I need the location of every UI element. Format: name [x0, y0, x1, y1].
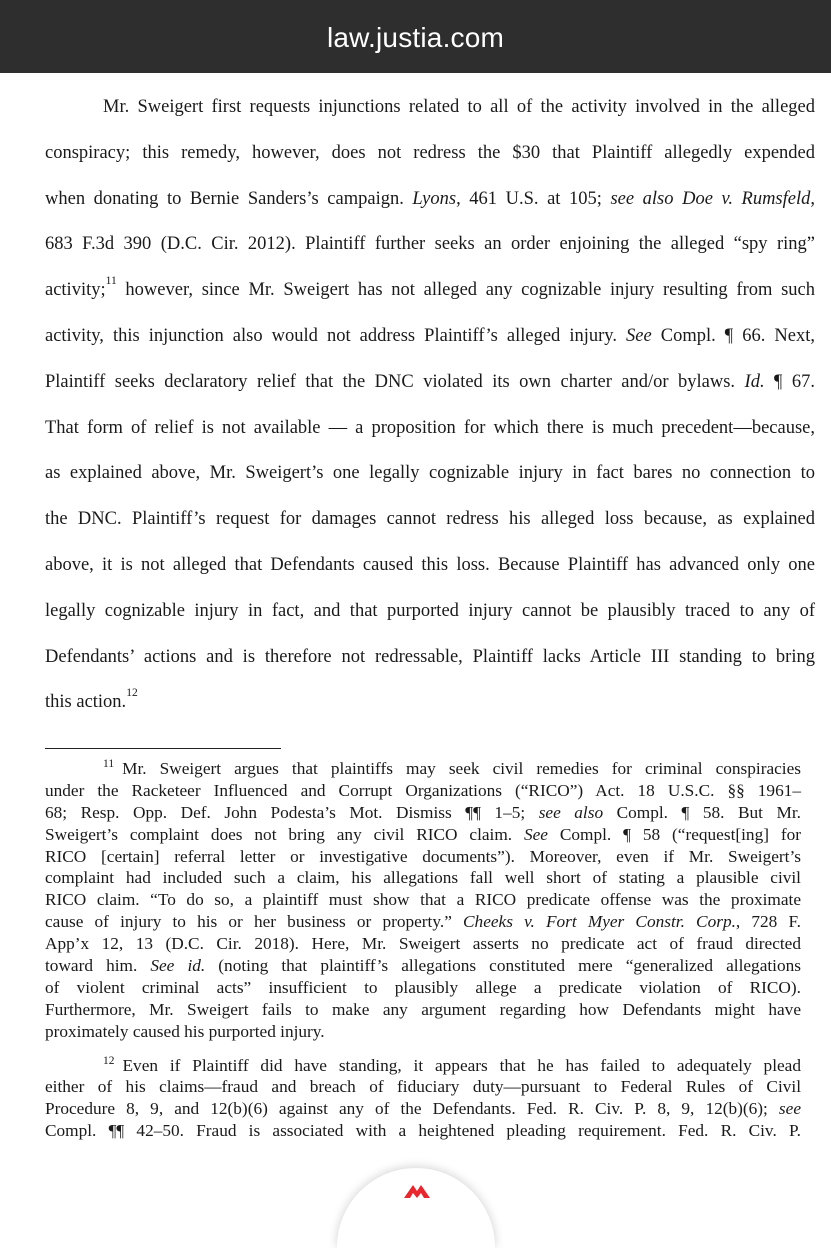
footnote-line — [45, 1120, 801, 1142]
text-run: , — [810, 188, 815, 209]
footnote-reference[interactable]: 11 — [105, 275, 117, 288]
footnote-line — [45, 1098, 801, 1120]
text-run: activity; — [45, 280, 106, 301]
text-run: cause of injury to his or her business or property.” — [45, 912, 464, 932]
text-line — [45, 451, 815, 497]
text-run: toward him. — [45, 956, 151, 976]
text-run: above, it is not alleged that Defendants caused this loss. Because Plaintiff has advanced only one — [45, 554, 815, 575]
justia-chevron-icon — [404, 1182, 430, 1198]
footnote-line — [45, 1076, 801, 1098]
footnote-line — [45, 977, 801, 999]
text-run: Compl. ¶ 58. But Mr. — [603, 802, 801, 822]
text-run: Defendants’ actions and is therefore not redressable, Plaintiff lacks Article III standing to bring — [45, 646, 815, 667]
italic-citation: Cheeks v. Fort Myer Constr. Corp. — [463, 912, 736, 932]
text-run: , 461 U.S. at 105; — [456, 188, 611, 209]
text-run: RICO claim. “To do so, a plaintiff must show that a RICO predicate offense was the proximate — [45, 890, 801, 910]
italic-citation: See — [626, 325, 652, 346]
footnote-number: 12 — [103, 1054, 115, 1067]
text-run: Furthermore, Mr. Sweigert fails to make any argument regarding how Defendants might have — [45, 999, 801, 1019]
text-run: Compl. ¶ 66. Next, — [651, 325, 815, 346]
text-run: RICO [certain] referral letter or investigative documents”). Moreover, even if Mr. Sweigert’s — [45, 846, 801, 866]
text-run: as explained above, Mr. Sweigert’s one legally cognizable injury in fact bares no connection to — [45, 463, 815, 484]
text-line — [45, 543, 815, 589]
footnote-line — [45, 802, 801, 824]
text-line — [45, 497, 815, 543]
footnote-line — [45, 933, 801, 955]
text-run: legally cognizable injury in fact, and that purported injury cannot be plausibly traced to any of — [45, 600, 815, 621]
footnote-number: 11 — [103, 758, 115, 770]
text-line — [45, 360, 815, 406]
footnote-line — [45, 955, 801, 977]
justia-badge[interactable] — [337, 1168, 495, 1248]
text-run: 683 F.3d 390 (D.C. Cir. 2012). Plaintiff further seeks an order enjoining the alleged “spy ring” — [45, 234, 815, 255]
text-run: Compl. ¶ 58 (“request[ing] for — [547, 824, 802, 844]
text-run: 68; Resp. Opp. Def. John Podesta’s Mot. Dismiss ¶¶ 1–5; — [45, 802, 539, 822]
text-line — [45, 406, 815, 452]
footnote-line — [45, 824, 801, 846]
italic-citation: See id. — [150, 956, 206, 976]
opinion-paragraph — [45, 85, 815, 726]
text-run: (noting that plaintiff’s allegations constituted mere “generalized allegations — [205, 956, 801, 976]
text-line — [45, 131, 815, 177]
text-line — [45, 177, 815, 223]
footnote-line — [45, 911, 801, 933]
footnote-line — [45, 867, 801, 889]
footnote-line — [45, 1021, 801, 1043]
text-run: complaint had included such a claim, his allegations fall well short of stating a plausible civil — [45, 868, 801, 888]
text-run: under the Racketeer Influenced and Corrupt Organizations (“RICO”) Act. 18 U.S.C. §§ 1961– — [45, 780, 801, 800]
footnote-line — [45, 889, 801, 911]
text-line — [45, 222, 815, 268]
italic-citation: see also — [538, 802, 604, 822]
italic-citation: see — [778, 1099, 801, 1119]
text-run: proximately caused his purported injury. — [45, 1021, 325, 1041]
italic-citation: Id. — [744, 371, 765, 392]
footnote-11 — [45, 758, 801, 1043]
italic-citation: Lyons — [412, 188, 457, 209]
text-line — [45, 314, 815, 360]
footnote-divider — [45, 748, 281, 749]
text-run: Sweigert’s complaint does not bring any civil RICO claim. — [45, 824, 524, 844]
text-run: , 728 F. — [735, 912, 801, 932]
text-run: this action. — [45, 692, 127, 713]
text-run: Mr. Sweigert argues that plaintiffs may seek civil remedies for criminal conspiracies — [122, 759, 801, 778]
text-run: That form of relief is not available — a proposition for which there is much precedent—because, — [45, 417, 815, 438]
text-run: Compl. ¶¶ 42–50. Fraud is associated with a heightened pleading requirement. Fed. R. Civ. P. — [45, 1121, 801, 1141]
text-run: Plaintiff seeks declaratory relief that the DNC violated its own charter and/or bylaws. — [45, 371, 745, 392]
text-run: ¶ 67. — [764, 371, 816, 392]
footnote-line — [45, 780, 801, 802]
text-run: Mr. Sweigert first requests injunctions related to all of the activity involved in the alleged — [103, 97, 815, 117]
footnote-line — [45, 1055, 801, 1077]
text-run: however, since Mr. Sweigert has not alleged any cognizable injury resulting from such — [116, 280, 815, 301]
footnote-line — [45, 846, 801, 868]
footnote-line — [45, 758, 801, 780]
footnote-line — [45, 999, 801, 1021]
text-run: of violent criminal acts” insufficient to plausibly allege a predicate violation of RICO). — [45, 977, 801, 997]
site-url[interactable]: law.justia.com — [326, 22, 505, 53]
text-run: activity, this injunction also would not address Plaintiff’s alleged injury. — [45, 325, 627, 346]
text-line — [45, 268, 815, 314]
footnotes — [45, 758, 801, 1142]
text-run: the DNC. Plaintiff’s request for damages cannot redress his alleged loss because, as explained — [45, 509, 815, 530]
text-run: when donating to Bernie Sanders’s campaign. — [45, 188, 413, 209]
text-run: App’x 12, 13 (D.C. Cir. 2018). Here, Mr. Sweigert asserts no predicate act of fraud directed — [45, 934, 801, 954]
italic-citation: See — [524, 824, 548, 844]
text-line — [45, 85, 815, 131]
text-line — [45, 589, 815, 635]
text-run: conspiracy; this remedy, however, does not redress the $30 that Plaintiff allegedly expended — [45, 142, 815, 163]
text-run: either of his claims—fraud and breach of fiduciary duty—pursuant to Federal Rules of Civil — [45, 1077, 801, 1097]
text-run: Even if Plaintiff did have standing, it appears that he has failed to adequately plead — [122, 1055, 801, 1075]
footnote-reference[interactable]: 12 — [126, 687, 138, 700]
italic-citation: see also Doe v. Rumsfeld — [610, 188, 811, 209]
browser-header — [0, 0, 831, 73]
text-line — [45, 635, 815, 681]
footnote-12 — [45, 1055, 801, 1143]
text-line — [45, 680, 815, 726]
text-run: Procedure 8, 9, and 12(b)(6) against any of the Defendants. Fed. R. Civ. P. 8, 9, 12(b)(6); — [45, 1099, 779, 1119]
